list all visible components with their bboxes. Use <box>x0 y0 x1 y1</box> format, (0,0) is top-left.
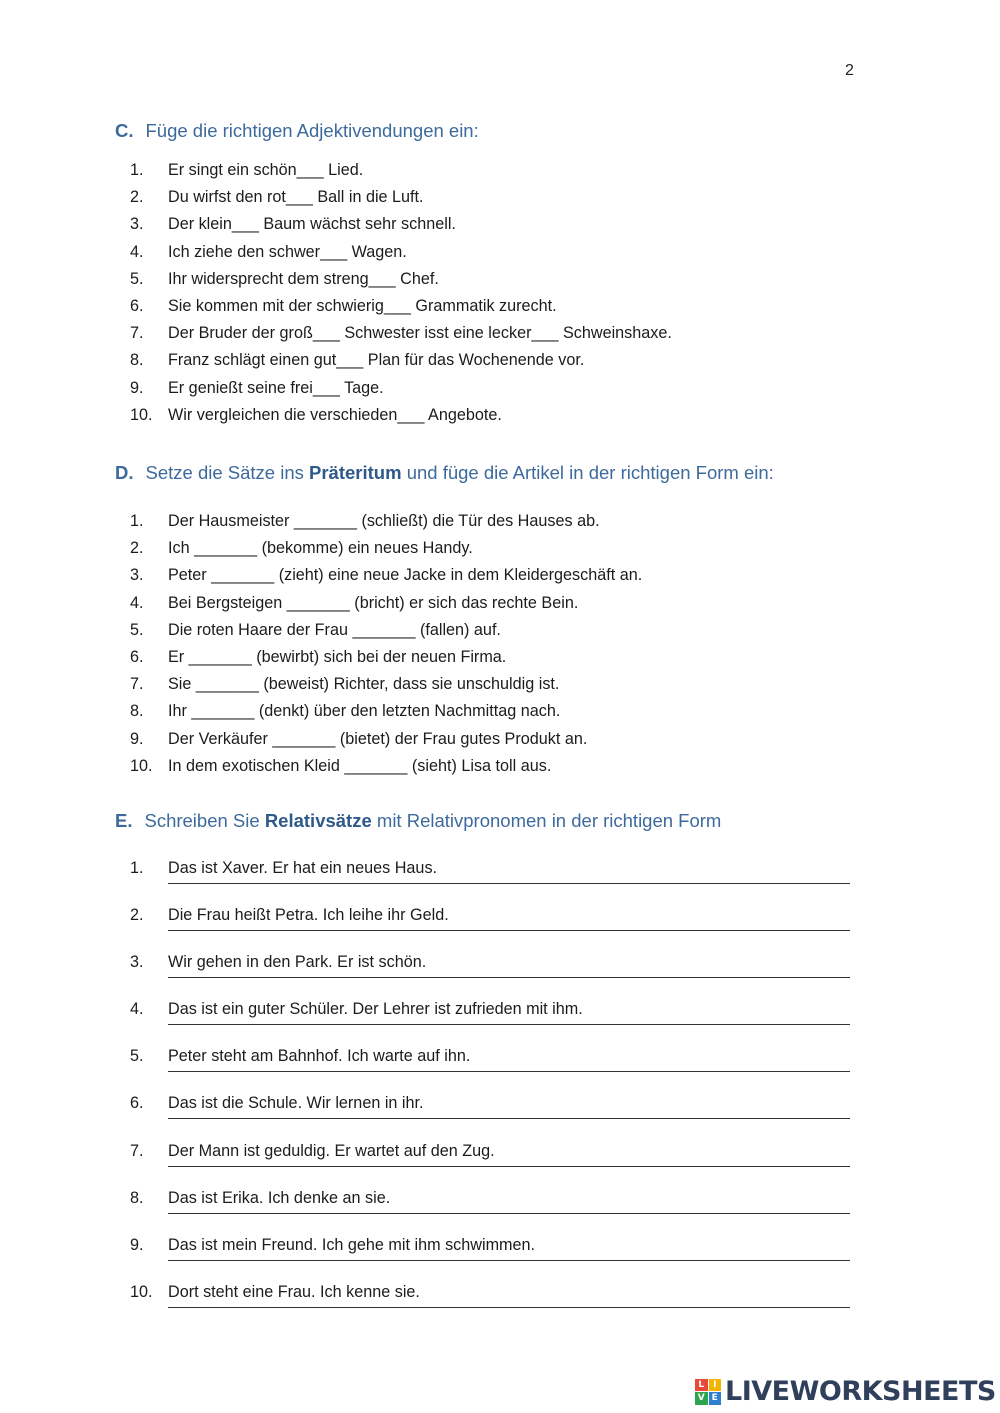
liveworksheets-logo-icon <box>695 1379 721 1405</box>
item-text: Das ist ein guter Schüler. Der Lehrer ist zufrieden mit ihm. <box>168 1000 583 1019</box>
item-text: Franz schlägt einen gut___ Plan für das Wochenende vor. <box>168 351 585 370</box>
logo-icon-letter: L <box>695 1379 708 1392</box>
section-c-letter: C. <box>115 120 134 141</box>
item-number: 9. <box>130 378 144 397</box>
list-item <box>130 671 642 698</box>
item-text: Wir gehen in den Park. Er ist schön. <box>168 953 427 972</box>
item-number: 4. <box>130 593 144 612</box>
list-item <box>130 293 672 320</box>
item-number: 5. <box>130 269 144 288</box>
answer-line[interactable] <box>168 1071 850 1072</box>
item-text: Ihr widersprecht dem streng___ Chef. <box>168 269 439 288</box>
item-number: 10. <box>130 756 153 775</box>
list-item <box>130 726 642 753</box>
item-number: 2. <box>130 906 144 925</box>
item-number: 7. <box>130 324 144 343</box>
item-number: 6. <box>130 296 144 315</box>
section-d-letter: D. <box>115 462 134 483</box>
list-item <box>130 266 672 293</box>
item-text: Ich _______ (bekomme) ein neues Handy. <box>168 539 473 558</box>
item-number: 8. <box>130 1188 144 1207</box>
section-c-heading: Füge die richtigen Adjektivendungen ein: <box>145 120 479 141</box>
item-text: Dort steht eine Frau. Ich kenne sie. <box>168 1282 420 1301</box>
item-number: 1. <box>130 512 144 530</box>
answer-line[interactable] <box>168 1118 850 1119</box>
item-number: 8. <box>130 351 144 370</box>
section-e-list <box>130 857 583 1328</box>
list-item <box>130 535 642 562</box>
item-text: Die roten Haare der Frau _______ (fallen) auf. <box>168 620 501 639</box>
list-item <box>130 562 642 589</box>
item-number: 10. <box>130 405 153 424</box>
answer-line[interactable] <box>168 930 850 931</box>
item-number: 1. <box>130 161 144 179</box>
item-text: Sie _______ (beweist) Richter, dass sie unschuldig ist. <box>168 675 560 694</box>
section-d-heading-bold: Präteritum <box>309 462 402 483</box>
list-item <box>130 1187 583 1234</box>
item-text: Sie kommen mit der schwierig___ Grammatik zurecht. <box>168 296 557 315</box>
item-text: In dem exotischen Kleid _______ (sieht) Lisa toll aus. <box>168 756 552 775</box>
item-number: 3. <box>130 215 144 234</box>
list-item <box>130 1140 583 1187</box>
logo-icon-letter: E <box>709 1392 722 1405</box>
list-item <box>130 644 642 671</box>
list-item <box>130 320 672 347</box>
list-item <box>130 239 672 266</box>
section-d-heading-end: und füge die Artikel in der richtigen Form ein: <box>406 462 774 483</box>
item-number: 10. <box>130 1282 153 1301</box>
list-item <box>130 617 642 644</box>
item-text: Du wirfst den rot___ Ball in die Luft. <box>168 188 424 207</box>
answer-line[interactable] <box>168 883 850 884</box>
item-number: 9. <box>130 1235 144 1254</box>
item-text: Er genießt seine frei___ Tage. <box>168 378 384 397</box>
list-item <box>130 1234 583 1281</box>
item-number: 6. <box>130 1094 144 1113</box>
answer-line[interactable] <box>168 1213 850 1214</box>
item-text: Peter _______ (zieht) eine neue Jacke in dem Kleidergeschäft an. <box>168 566 643 585</box>
list-item <box>130 951 583 998</box>
list-item <box>130 1281 583 1328</box>
list-item <box>130 998 583 1045</box>
section-e-letter: E. <box>115 810 133 831</box>
list-item <box>130 157 672 184</box>
list-item <box>130 375 672 402</box>
list-item <box>130 402 672 429</box>
item-text: Das ist Xaver. Er hat ein neues Haus. <box>168 859 438 877</box>
section-d-title <box>115 462 774 484</box>
logo-icon-letter: I <box>709 1379 722 1392</box>
page-number: 2 <box>845 62 854 79</box>
item-number: 5. <box>130 620 144 639</box>
item-text: Ihr _______ (denkt) über den letzten Nachmittag nach. <box>168 702 561 721</box>
section-e-heading-bold: Relativsätze <box>264 810 372 831</box>
item-text: Der Hausmeister _______ (schließt) die Tür des Hauses ab. <box>168 512 600 530</box>
item-number: 4. <box>130 242 144 261</box>
list-item <box>130 753 642 780</box>
list-item <box>130 1045 583 1092</box>
section-c-list <box>130 157 672 429</box>
item-text: Er _______ (bewirbt) sich bei der neuen Firma. <box>168 647 507 666</box>
section-e-heading-start: Schreiben Sie <box>144 810 260 831</box>
answer-line[interactable] <box>168 977 850 978</box>
item-number: 1. <box>130 859 144 877</box>
item-number: 8. <box>130 702 144 721</box>
section-e-heading-end: mit Relativpronomen in der richtigen Form <box>376 810 722 831</box>
item-text: Das ist die Schule. Wir lernen in ihr. <box>168 1094 424 1113</box>
answer-line[interactable] <box>168 1307 850 1308</box>
logo-icon-letter: V <box>695 1392 708 1405</box>
item-text: Wir vergleichen die verschieden___ Angebote. <box>168 405 502 424</box>
list-item <box>130 698 642 725</box>
item-number: 2. <box>130 188 144 207</box>
item-text: Das ist Erika. Ich denke an sie. <box>168 1188 391 1207</box>
item-number: 9. <box>130 729 144 748</box>
item-text: Der Mann ist geduldig. Er wartet auf den Zug. <box>168 1141 495 1160</box>
item-text: Der Bruder der groß___ Schwester isst eine lecker___ Schweinshaxe. <box>168 324 672 343</box>
section-c-title <box>115 120 479 142</box>
list-item <box>130 904 583 951</box>
answer-line[interactable] <box>168 1024 850 1025</box>
list-item <box>130 1092 583 1139</box>
section-d-list <box>130 508 642 780</box>
item-number: 3. <box>130 566 144 585</box>
section-d-heading-start: Setze die Sätze ins <box>145 462 304 483</box>
item-number: 3. <box>130 953 144 972</box>
list-item <box>130 347 672 374</box>
list-item <box>130 184 672 211</box>
answer-line[interactable] <box>168 1260 850 1261</box>
item-number: 7. <box>130 1141 144 1160</box>
item-text: Er singt ein schön___ Lied. <box>168 161 364 179</box>
liveworksheets-logo <box>695 1376 996 1407</box>
answer-line[interactable] <box>168 1166 850 1167</box>
item-text: Die Frau heißt Petra. Ich leihe ihr Geld. <box>168 906 449 925</box>
item-text: Der Verkäufer _______ (bietet) der Frau gutes Produkt an. <box>168 729 588 748</box>
item-text: Der klein___ Baum wächst sehr schnell. <box>168 215 456 234</box>
list-item <box>130 590 642 617</box>
list-item <box>130 211 672 238</box>
item-text: Das ist mein Freund. Ich gehe mit ihm schwimmen. <box>168 1235 536 1254</box>
list-item <box>130 857 583 904</box>
item-text: Peter steht am Bahnhof. Ich warte auf ihn. <box>168 1047 471 1066</box>
list-item <box>130 508 642 535</box>
item-number: 6. <box>130 647 144 666</box>
item-text: Bei Bergsteigen _______ (bricht) er sich das rechte Bein. <box>168 593 579 612</box>
liveworksheets-logo-text: LIVEWORKSHEETS <box>725 1376 996 1407</box>
item-number: 5. <box>130 1047 144 1066</box>
item-number: 2. <box>130 539 144 558</box>
item-number: 4. <box>130 1000 144 1019</box>
item-number: 7. <box>130 675 144 694</box>
item-text: Ich ziehe den schwer___ Wagen. <box>168 242 407 261</box>
section-e-title <box>115 810 721 832</box>
